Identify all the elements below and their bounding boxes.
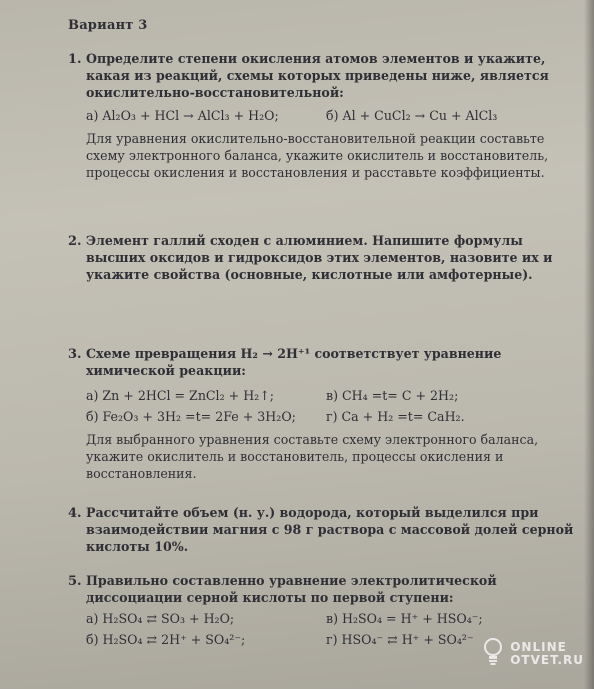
option-a: а) Zn + 2HCl = ZnCl₂ + H₂↑; [86,388,275,403]
option-b: б) Al + CuCl₂ → Cu + AlCl₃ [326,108,498,123]
task-question: Схеме превращения H₂ → 2H⁺¹ соответствует уравнение химической реакции: [86,346,502,378]
task-note: Для выбранного уравнения составьте схему электронного баланса, укажите окислитель и восстановитель, процессы окисления и восстановления. [86,432,539,481]
task-question: Рассчитайте объем (н. у.) водорода, который выделился при взаимодействии магния с 98 г раствора с массовой долей серной кислоты 10%. [86,505,574,554]
task-number: 3. [68,347,82,362]
page-title: Вариант 3 [68,18,148,33]
watermark-line-2: OTVET.RU [510,653,584,667]
task-question: Определите степени окисления атомов элементов и укажите, какая из реакций, схемы которых приведены ниже, является окислительно-восстановительной: [86,51,549,100]
task-question: Элемент галлий сходен с алюминием. Напишите формулы высших оксидов и гидроксидов этих элементов, назовите их и укажите свойства (основные, кислотные или амфотерные). [86,233,553,282]
option-g: г) Ca + H₂ =t= CaH₂. [326,409,465,424]
option-b: б) Fe₂O₃ + 3H₂ =t= 2Fe + 3H₂O; [86,409,296,424]
task-question: Правильно составленно уравнение электролитической диссоциации серной кислоты по первой ступени: [86,573,497,605]
option-g: г) HSO₄⁻ ⇄ H⁺ + SO₄²⁻ [326,632,474,647]
task-3 [68,345,580,482]
task-2 [68,232,580,283]
task-number: 2. [68,234,82,249]
option-b: б) H₂SO₄ ⇄ 2H⁺ + SO₄²⁻; [86,632,246,647]
page-edge-shadow [584,0,594,689]
task-1 [68,50,580,181]
task-number: 5. [68,574,82,589]
task-number: 4. [68,506,82,521]
task-note: Для уравнения окислительно-восстановительной реакции составьте схему электронного баланса, укажите окислитель и восстановитель, процессы окисления и восстановления и расставьте коэффициенты. [86,131,549,180]
lightbulb-icon [482,637,504,671]
option-a: а) H₂SO₄ ⇄ SO₃ + H₂O; [86,611,235,626]
task-number: 1. [68,52,82,67]
option-v: в) H₂SO₄ = H⁺ + HSO₄⁻; [326,611,483,626]
watermark [482,637,584,671]
watermark-line-1: ONLINE [510,640,567,654]
option-v: в) CH₄ =t= C + 2H₂; [326,388,459,403]
option-a: а) Al₂O₃ + HCl → AlCl₃ + H₂O; [86,108,279,123]
task-4 [68,504,580,555]
